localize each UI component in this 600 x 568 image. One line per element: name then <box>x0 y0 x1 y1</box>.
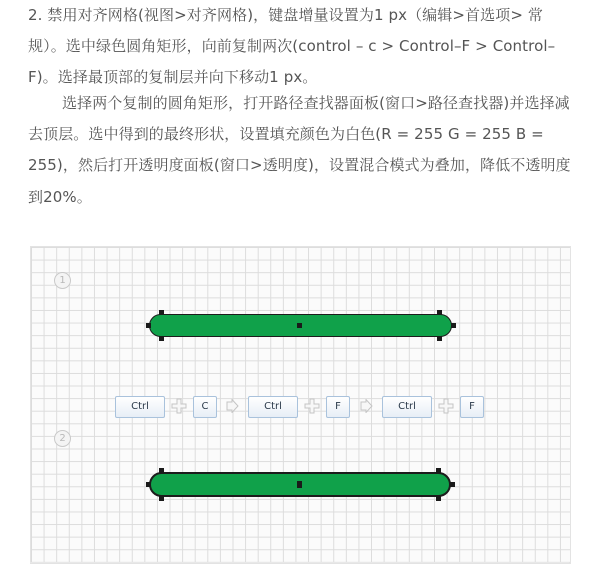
anchor-point <box>436 468 441 473</box>
instruction-paragraph-1: 2. 禁用对齐网格(视图>对齐网格)，键盘增量设置为1 px（编辑>首选项> 常规）。选中绿色圆角矩形，向前复制两次(control – c > Control–F > Control–F)。选择最顶部的复制层并向下移动1 px。 <box>28 6 556 87</box>
anchor-point <box>159 310 164 315</box>
anchor-point <box>159 468 164 473</box>
anchor-point <box>437 310 442 315</box>
plus-icon <box>438 398 454 414</box>
arrow-right-icon <box>225 399 239 413</box>
plus-icon <box>171 398 187 414</box>
center-point <box>297 323 302 328</box>
key-ctrl: Ctrl <box>115 396 165 418</box>
plus-icon <box>304 398 320 414</box>
divider <box>30 562 569 563</box>
anchor-point <box>146 482 151 487</box>
arrow-right-icon <box>359 399 373 413</box>
key-f: F <box>460 396 484 418</box>
illustration-figure <box>30 246 571 564</box>
anchor-point <box>146 323 151 328</box>
anchor-point <box>159 496 164 501</box>
anchor-point <box>450 482 455 487</box>
anchor-point <box>159 336 164 341</box>
key-f: F <box>326 396 350 418</box>
step-1-badge: 1 <box>54 272 71 289</box>
step-2-badge: 2 <box>54 430 71 447</box>
instruction-paragraph-2: 选择两个复制的圆角矩形，打开路径查找器面板(窗口>路径查找器)并选择减去顶层。选中得到的最终形状，设置填充颜色为白色(R = 255 G = 255 B = 255)，然后打开透明度面板(窗口>透明度)，设置混合模式为叠加，降低不透明度到20%。 <box>28 94 571 206</box>
center-point <box>297 481 302 488</box>
anchor-point <box>437 336 442 341</box>
anchor-point <box>436 496 441 501</box>
key-c: C <box>193 396 217 418</box>
key-ctrl: Ctrl <box>248 396 298 418</box>
key-ctrl: Ctrl <box>382 396 432 418</box>
anchor-point <box>451 323 456 328</box>
